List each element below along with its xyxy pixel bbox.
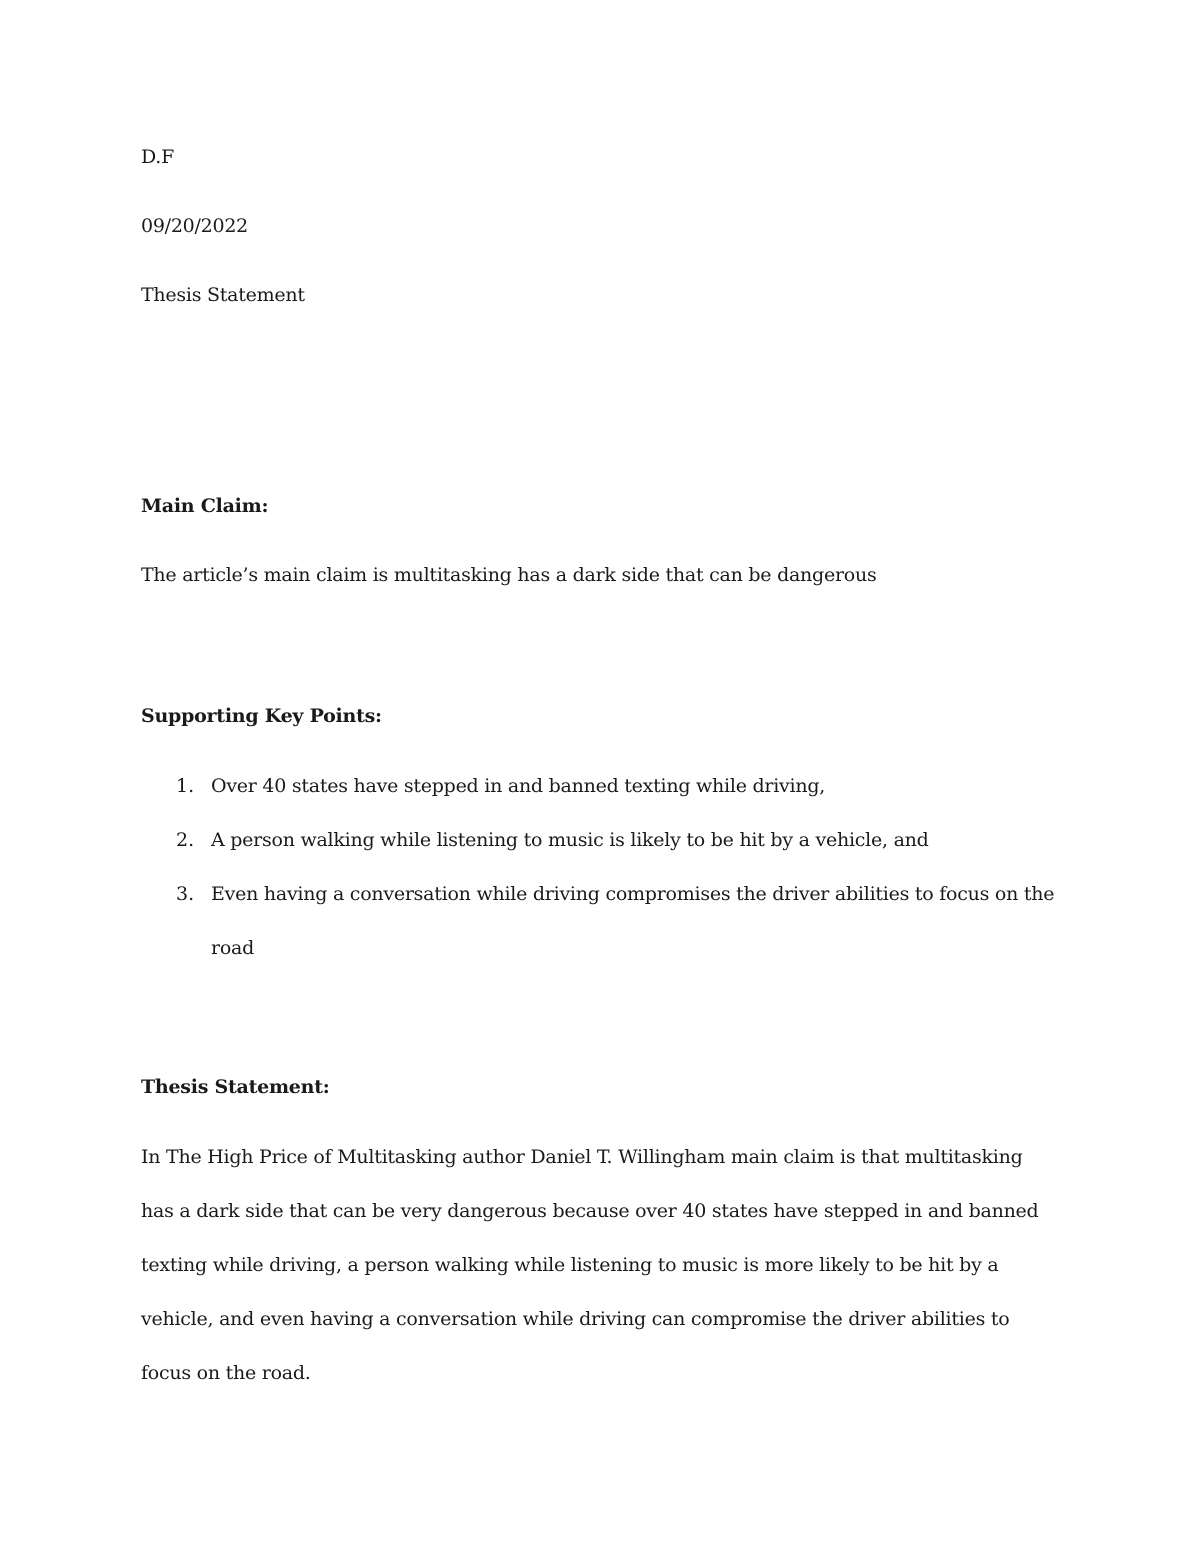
main-claim-heading: Main Claim: xyxy=(141,495,269,517)
thesis-line: focus on the road. xyxy=(141,1362,311,1384)
thesis-statement-heading: Thesis Statement: xyxy=(141,1076,330,1098)
thesis-line: has a dark side that can be very dangerous because over 40 states have stepped in and banned xyxy=(141,1200,1039,1222)
list-item-text: A person walking while listening to music is likely to be hit by a vehicle, and xyxy=(211,829,929,851)
supporting-points-heading: Supporting Key Points: xyxy=(141,705,382,727)
author-name: D.F xyxy=(141,146,175,168)
list-item-text: Even having a conversation while driving compromises the driver abilities to focus on the xyxy=(211,883,1055,905)
document-title: Thesis Statement xyxy=(141,284,305,306)
list-item-number: 1. xyxy=(176,775,195,797)
main-claim-text: The article’s main claim is multitasking has a dark side that can be dangerous xyxy=(141,564,877,586)
thesis-line: vehicle, and even having a conversation while driving can compromise the driver abilities to xyxy=(141,1308,1010,1330)
thesis-line: texting while driving, a person walking while listening to music is more likely to be hit by a xyxy=(141,1254,999,1276)
thesis-line: In The High Price of Multitasking author Daniel T. Willingham main claim is that multitasking xyxy=(141,1146,1023,1168)
list-item-number: 3. xyxy=(176,883,195,905)
list-item-number: 2. xyxy=(176,829,195,851)
list-item-text: Over 40 states have stepped in and banned texting while driving, xyxy=(211,775,826,797)
document-date: 09/20/2022 xyxy=(141,215,249,237)
list-item-text-continued: road xyxy=(211,937,255,959)
